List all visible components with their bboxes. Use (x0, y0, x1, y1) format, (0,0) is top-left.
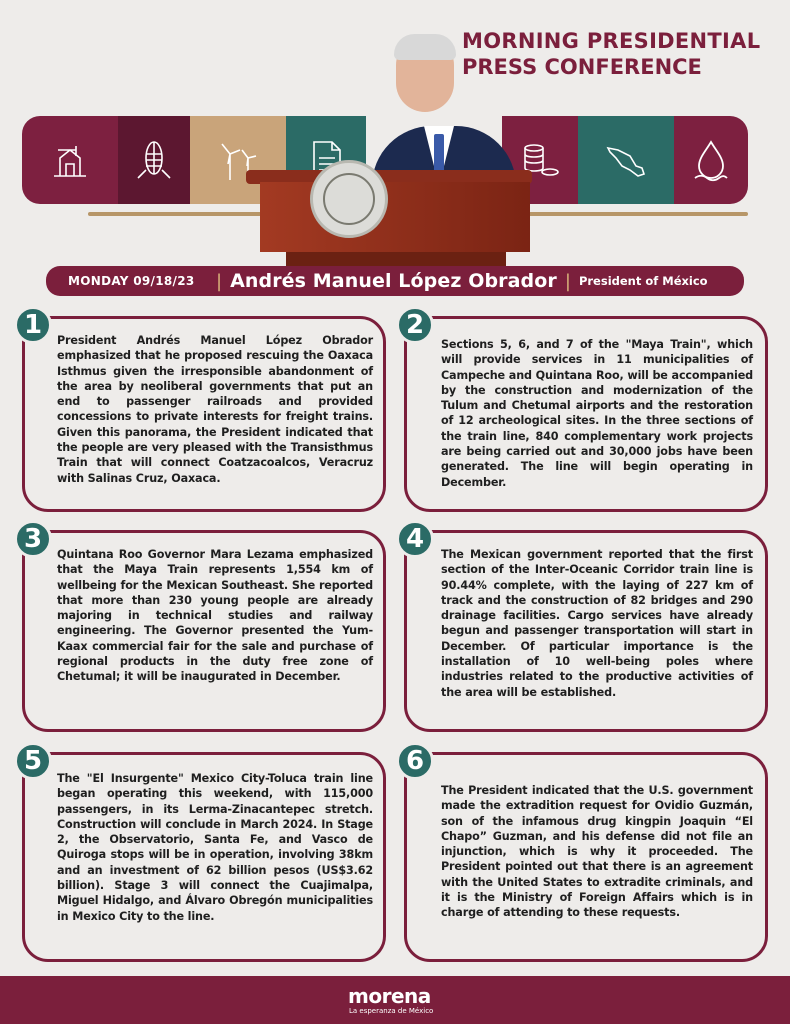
news-card-1 (22, 316, 386, 512)
news-card-5 (22, 752, 386, 962)
number-badge-5: 5 (14, 742, 52, 780)
number-badge-4: 4 (396, 520, 434, 558)
news-text-1: President Andrés Manuel López Obrador emphasized that he proposed rescuing the Oaxaca Isthmus given the irresponsible abandonment of the area by neoliberal governments that put an end to passenger railroads and provided concessions to private interests for freight trains. Given this panorama, the President indicated that the people are very pleased with the Transisthmus Train that will connect Coatzacoalcos, Veracruz with Salinas Cruz, Oaxaca. (57, 334, 373, 485)
conference-date: MONDAY 09/18/23 (68, 274, 195, 288)
party-tagline: La esperanza de México (349, 1007, 434, 1015)
party-logo: morena (348, 984, 431, 1008)
separator: | (216, 270, 223, 292)
news-text-5: The "El Insurgente" Mexico City-Toluca train line began operating this weekend, with 115,000 passengers, in its Lerma-Zinacantepec stretch. Construction will conclude in March 2024. In Stage 2, the Observatorio, Santa Fe, and Vasco de Quiroga stops will be in operation, involving 38km and an investment of 62 billion pesos (US$3.62 billion). Stage 3 will connect the Cuajimalpa, Miguel Hidalgo, and Álvaro Obregón municipalities in Mexico City to the line. (57, 772, 373, 923)
news-card-2 (404, 316, 768, 512)
number-badge-2: 2 (396, 306, 434, 344)
news-text-4: The Mexican government reported that the first section of the Inter-Oceanic Corridor train line is 90.44% complete, with the laying of 227 km of track and the construction of 82 bridges and 290 drainage facilities. Cargo services have already begun and passenger transportation will start in December. Of particular importance is the installation of 10 well-being poles where industries related to the productive activities of the area will be established. (441, 548, 753, 699)
mexico-map-icon (578, 116, 674, 204)
hair (394, 34, 456, 60)
news-card-6 (404, 752, 768, 962)
news-text-2: Sections 5, 6, and 7 of the "Maya Train", which will provide services in 11 municipalities of Campeche and Quintana Roo, will be accompanied by the construction and modernization of the Tulum and Chetumal airports and the restoration of 12 archeological sites. In the three sections of the train line, 840 complementary work projects are being carried out and 30,000 jobs have been generated. The line will begin operating in December. (441, 338, 753, 489)
speaker-name: Andrés Manuel López Obrador (230, 270, 557, 292)
number-badge-1: 1 (14, 306, 52, 344)
news-card-4 (404, 530, 768, 732)
water-drop-icon (674, 116, 748, 204)
number-badge-6: 6 (396, 742, 434, 780)
title-line-1: MORNING PRESIDENTIAL (462, 29, 761, 53)
speaker-bar (46, 266, 744, 296)
news-text-6: The President indicated that the U.S. government made the extradition request for Ovidio Guzmán, son of the infamous drug kingpin Joaquin “El Chapo” Guzman, and his defense did not file an injunction, which is why it proceeded. The President pointed out that there is an agreement with the United States to extradite criminals, and it is the Ministry of Foreign Affairs which is in charge of attending to these requests. (441, 784, 753, 920)
news-text-3: Quintana Roo Governor Mara Lezama emphasized that the Maya Train represents 1,554 km of wellbeing for the Mexican Southeast. She reported that more than 230 young people are already majoring in technical studies and railway engineering. The Governor presented the Yum-Kaax commercial fair for the sale and purchase of regional products in the duty free zone of Chetumal; it will be inaugurated in December. (57, 548, 373, 684)
footer-bar (0, 976, 790, 1024)
podium (260, 182, 530, 252)
separator: | (564, 270, 571, 292)
oil-pump-icon (22, 116, 118, 204)
title-line-2: PRESS CONFERENCE (462, 55, 702, 79)
news-card-3 (22, 530, 386, 732)
president-at-podium-photo (246, 30, 536, 268)
corn-icon (118, 116, 190, 204)
speaker-role: President of México (578, 274, 708, 288)
national-seal-icon (310, 160, 388, 238)
number-badge-3: 3 (14, 520, 52, 558)
